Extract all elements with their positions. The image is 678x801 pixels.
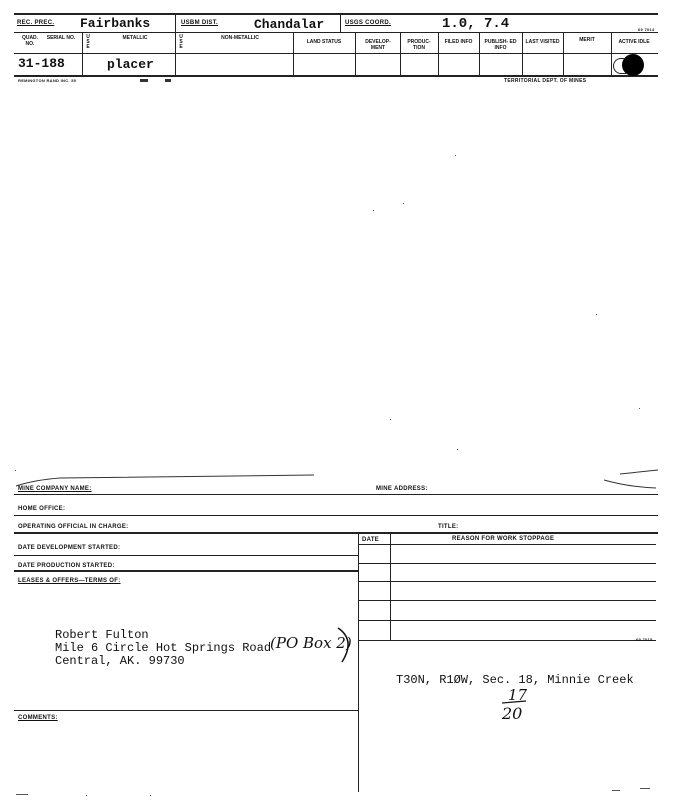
use-marks-nonmetallic: U S E (179, 34, 183, 50)
header-bottom-rule (14, 75, 658, 77)
usgs-coord-label: USGS COORD. (345, 20, 391, 26)
divider-active (611, 32, 612, 75)
speck (150, 795, 151, 796)
usbm-dist-value: Chandalar (254, 17, 325, 32)
speck (390, 419, 391, 420)
non-metallic-header: NON-METALLIC (221, 35, 259, 41)
mine-company-label: MINE COMPANY NAME: (18, 486, 92, 492)
production-header: PRODUC- TION (407, 39, 431, 51)
header-entry-rule (14, 53, 658, 54)
handwritten-number-top: 17 (508, 686, 528, 704)
card-footer-right: TERRITORIAL DEPT. OF MINES (504, 78, 587, 84)
usbm-dist-label: USBM DIST. (181, 20, 219, 26)
header-mid-rule (14, 32, 658, 33)
speck (457, 449, 458, 450)
rule-stoppage-3 (358, 600, 656, 601)
card-footer-mark1 (140, 79, 148, 82)
rule-official (14, 532, 658, 534)
commodity-value: placer (107, 57, 154, 72)
usgs-coord-value: 1.0, 7.4 (442, 16, 510, 32)
divider-visited (522, 32, 523, 75)
rule-comments (14, 710, 358, 711)
speck (16, 794, 28, 795)
speck (403, 203, 404, 204)
last-visited-header: LAST VISITED (525, 39, 560, 45)
leases-label: LEASES & OFFERS—TERMS OF: (18, 578, 121, 584)
record-number: 31-188 (18, 56, 65, 71)
rule-date-header (358, 544, 656, 545)
rec-prec-value: Fairbanks (80, 16, 151, 31)
comments-label: COMMENTS: (18, 715, 58, 721)
speck (596, 314, 597, 315)
header-top-rule (14, 13, 658, 15)
land-status-header: LAND STATUS (306, 39, 342, 45)
date-development-label: DATE DEVELOPMENT STARTED: (18, 545, 121, 551)
divider-dev (355, 32, 356, 75)
divider-date-col (390, 532, 391, 640)
handwritten-number-bottom: 20 (502, 704, 523, 723)
divider-coord (340, 14, 341, 32)
rule-company (14, 494, 658, 495)
rec-prec-label: REC. PREC. (17, 20, 55, 26)
home-office-label: HOME OFFICE: (18, 506, 66, 512)
rule-stoppage-2 (358, 581, 656, 582)
form-number: 69 7014 (638, 27, 655, 32)
metallic-header: METALLIC (122, 35, 148, 41)
speck (639, 408, 640, 409)
card-edge-curve (14, 466, 658, 490)
handwritten-bracket (334, 626, 364, 664)
published-info-header: PUBLISH- ED INFO (484, 39, 517, 51)
speck (612, 790, 620, 791)
handwritten-po-box: (PO Box 2) (270, 634, 352, 652)
active-idle-header: ACTIVE IDLE (618, 39, 650, 45)
card-footer-left: REMINGTON RAND INC. 50 (18, 78, 77, 83)
title-label: TITLE: (438, 524, 459, 530)
date-column-label: DATE (362, 537, 380, 543)
rule-prod-started (14, 570, 358, 572)
date-production-label: DATE PRODUCTION STARTED: (18, 563, 115, 569)
divider-filed (438, 32, 439, 75)
development-header: DEVELOP- MENT (365, 39, 391, 51)
divider-merit (563, 32, 564, 75)
speck (373, 210, 374, 211)
merit-header: MERIT (579, 37, 595, 43)
location-description: T30N, R1ØW, Sec. 18, Minnie Creek (396, 673, 634, 687)
rule-stoppage-1 (358, 563, 656, 564)
card-footer-mark2 (165, 79, 171, 82)
rule-stoppage-5 (358, 640, 656, 641)
owner-name: Robert Fulton (55, 628, 149, 642)
speck (86, 795, 87, 796)
divider-land (293, 32, 294, 75)
divider-prod (400, 32, 401, 75)
rule-stoppage-4 (358, 620, 656, 621)
filed-info-header: FILED INFO (444, 39, 473, 45)
serial-no-header: SERIAL NO. (46, 35, 76, 41)
speck (640, 788, 650, 789)
active-status-outline (613, 58, 626, 74)
divider-publ (479, 32, 480, 75)
divider-serial (82, 32, 83, 75)
speck (455, 155, 456, 156)
divider-metallic (175, 14, 176, 75)
operating-official-label: OPERATING OFFICIAL IN CHARGE: (18, 524, 129, 530)
use-marks-metallic: U S E (86, 34, 90, 50)
owner-address-line2: Central, AK. 99730 (55, 654, 185, 668)
rule-home-office (14, 515, 658, 516)
mine-address-label: MINE ADDRESS: (376, 486, 428, 492)
quad-no-header: QUAD. NO. (21, 35, 39, 47)
rule-dev-started (14, 555, 358, 556)
lower-form-number: 69 7015 (636, 637, 653, 642)
owner-address-line1: Mile 6 Circle Hot Springs Road (55, 641, 272, 655)
reason-stoppage-label: REASON FOR WORK STOPPAGE (452, 536, 555, 542)
